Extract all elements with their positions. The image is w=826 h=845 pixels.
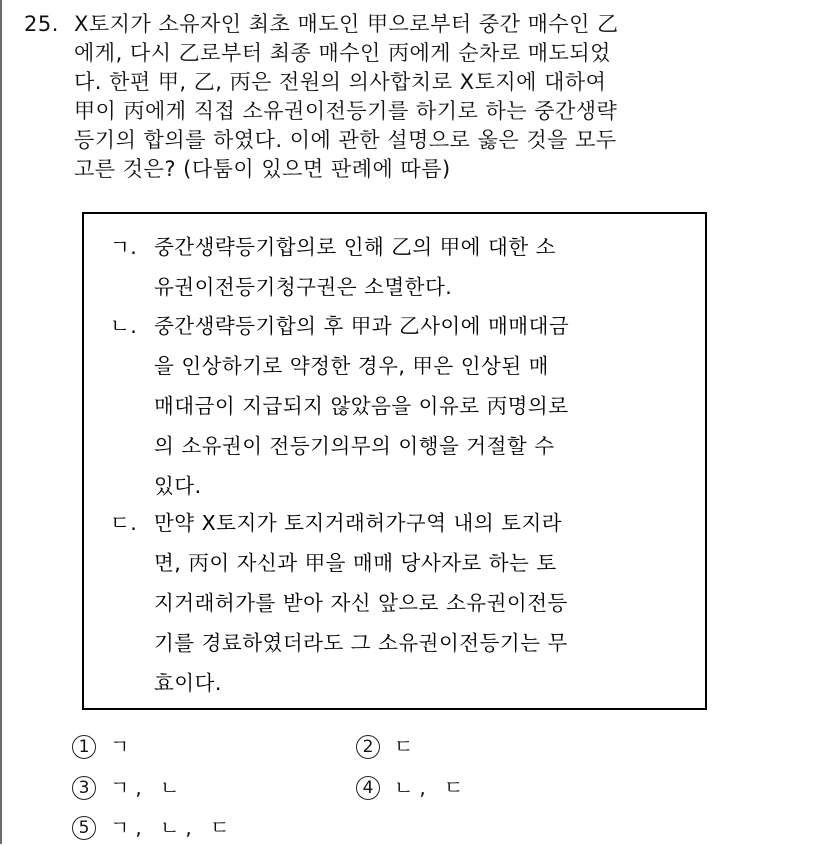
option-answer: ㄱ, ㄴ <box>110 775 186 800</box>
statement-line: 매대금이 지급되지 않았음을 이유로 丙명의로 <box>154 394 569 418</box>
statement-box <box>82 212 707 710</box>
option-answer: ㄷ <box>394 734 420 759</box>
option-3[interactable] <box>72 769 185 803</box>
circled-number-icon: 5 <box>72 816 96 840</box>
statement-item-b <box>110 306 569 506</box>
statement-line: 유권이전등기청구권은 소멸한다. <box>154 275 453 299</box>
statement-line: 지거래허가를 받아 자신 앞으로 소유권이전등 <box>154 591 568 615</box>
circled-number-icon: 3 <box>72 776 96 800</box>
statement-line: 만약 X토지가 토지거래허가구역 내의 토지라 <box>154 511 563 535</box>
option-1[interactable] <box>72 728 135 762</box>
statement-line: 중간생략등기합의로 인해 乙의 甲에 대한 소 <box>154 235 556 259</box>
option-2[interactable] <box>356 728 419 762</box>
statement-line: 면, 丙이 자신과 甲을 매매 당사자로 하는 토 <box>154 551 557 575</box>
statement-line: 의 소유권이 전등기의무의 이행을 거절할 수 <box>154 434 555 458</box>
statement-line: 을 인상하기로 약정한 경우, 甲은 인상된 매 <box>154 354 549 378</box>
question-line: 고른 것은? (다툼이 있으면 판례에 따름) <box>74 157 451 181</box>
option-answer: ㄴ, ㄷ <box>394 775 470 800</box>
statement-item-c <box>110 503 568 703</box>
circled-number-icon: 1 <box>72 735 96 759</box>
option-answer: ㄱ <box>110 734 136 759</box>
option-answer: ㄱ, ㄴ, ㄷ <box>110 815 236 840</box>
question-number: 25. <box>24 12 59 36</box>
circled-number-icon: 2 <box>356 735 380 759</box>
circled-number-icon: 4 <box>356 776 380 800</box>
statement-line: 있다. <box>154 474 202 498</box>
statement-marker: ㄷ. <box>110 511 138 535</box>
option-4[interactable] <box>356 769 469 803</box>
question-line: 다. 한편 甲, 乙, 丙은 전원의 의사합치로 X토지에 대하여 <box>74 70 607 94</box>
statement-line: 효이다. <box>154 671 222 695</box>
question-line: 甲이 丙에게 직접 소유권이전등기를 하기로 하는 중간생략 <box>74 99 618 123</box>
statement-item-a <box>110 227 556 307</box>
statement-marker: ㄱ. <box>110 235 138 259</box>
statement-marker: ㄴ. <box>110 314 138 338</box>
question-line: 등기의 합의를 하였다. 이에 관한 설명으로 옳은 것을 모두 <box>74 128 617 152</box>
question-stem <box>24 10 764 184</box>
question-line: X토지가 소유자인 최초 매도인 甲으로부터 중간 매수인 乙 <box>74 12 619 36</box>
question-line: 에게, 다시 乙로부터 최종 매수인 丙에게 순차로 매도되었 <box>74 41 611 65</box>
statement-line: 기를 경료하였더라도 그 소유권이전등기는 무 <box>154 631 568 655</box>
option-5[interactable] <box>72 809 235 843</box>
statement-line: 중간생략등기합의 후 甲과 乙사이에 매매대금 <box>154 314 570 338</box>
